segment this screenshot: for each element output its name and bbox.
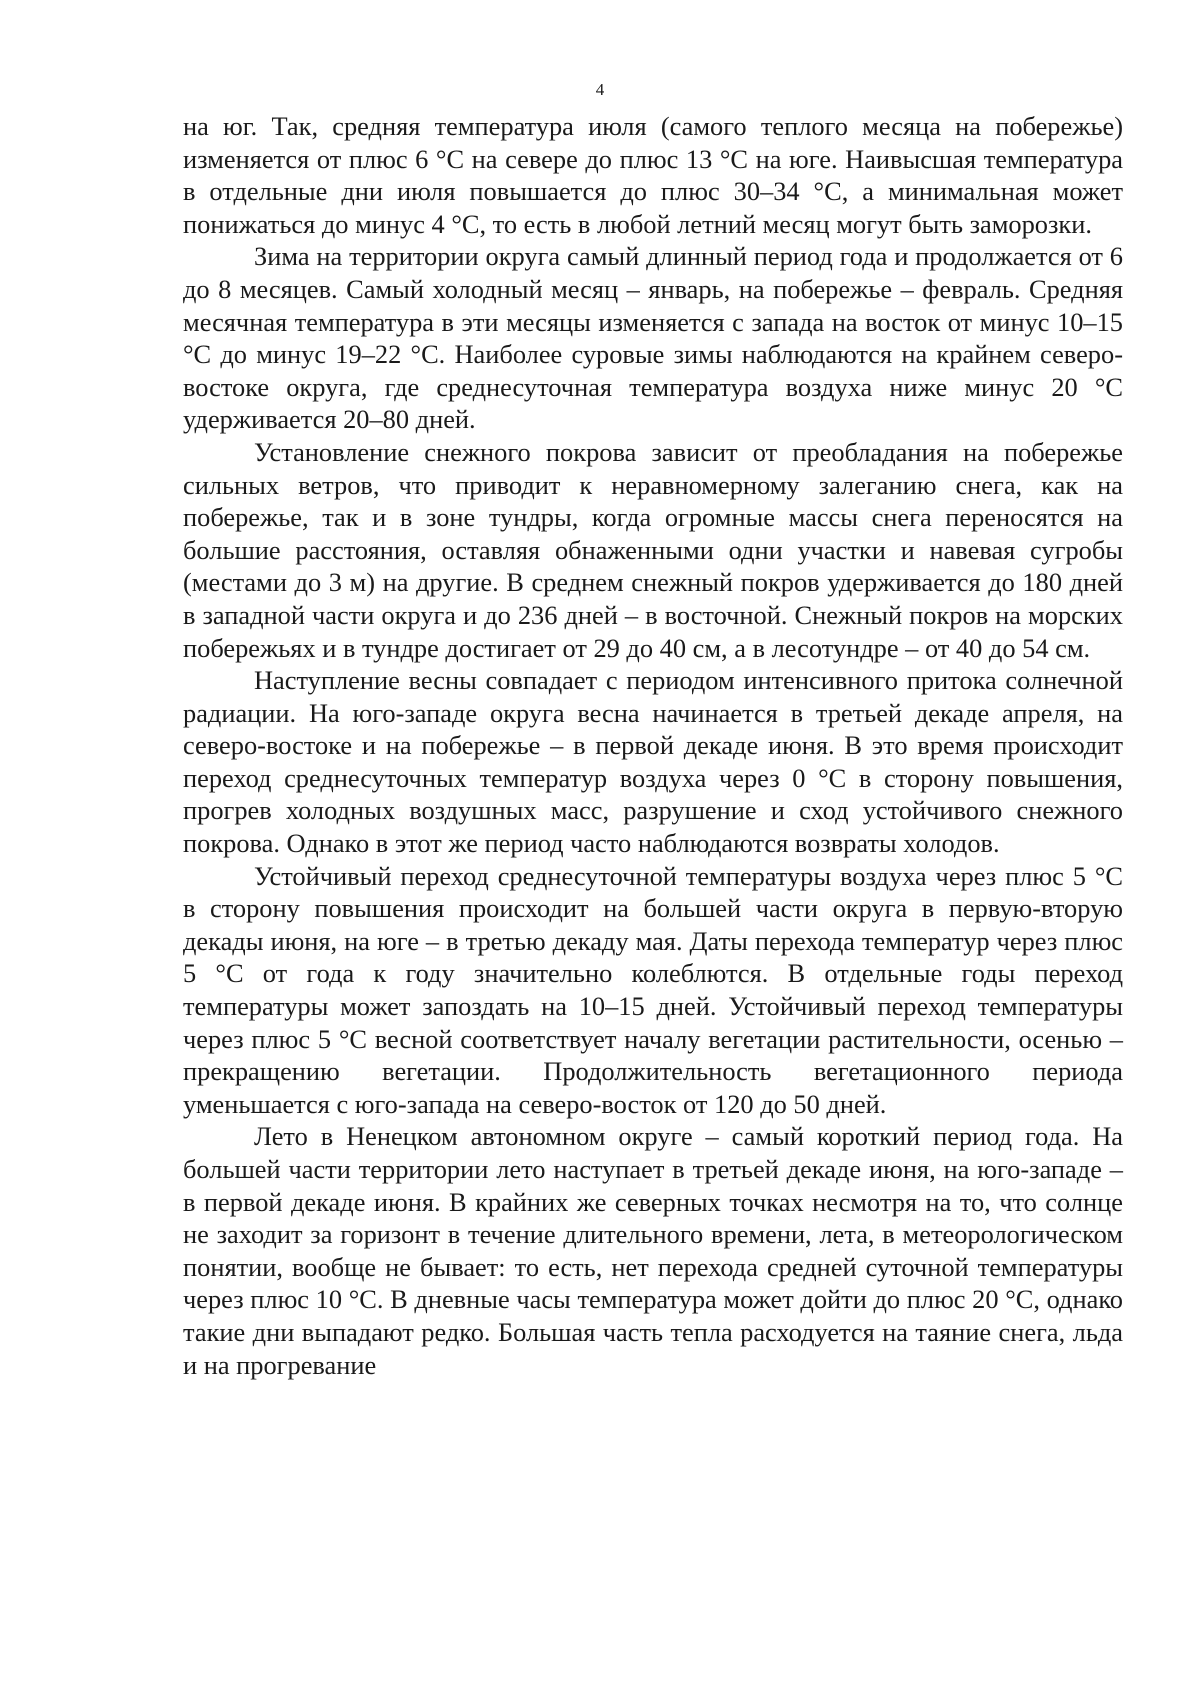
page-number: 4 — [595, 80, 605, 99]
paragraph-winter: Зима на территории округа самый длинный период года и продолжается от 6 до 8 месяцев. Самый холодный месяц – январь, на побережье – февраль. Средняя месячная температура в эти месяцы изменяется с запада на восток от минус 10–15 °C до минус 19–22 °C. Наиболее суровые зимы наблюдаются на крайнем северо-востоке округа, где среднесуточная температура воздуха ниже минус 20 °C удерживается 20–80 дней. — [183, 241, 1123, 435]
paragraph-temperature-transition: Устойчивый переход среднесуточной температуры воздуха через плюс 5 °C в сторону повышения происходит на большей части округа в первую-вторую декады июня, на юге – в третью декаду мая. Даты перехода температур через плюс 5 °C от года к году значительно колеблются. В отдельные годы переход температуры может запоздать на 10–15 дней. Устойчивый переход температуры через плюс 5 °C весной соответствует началу вегетации растительности, осенью – прекращению вегетации. Продолжительность вегетационного периода уменьшается с юго-запада на северо-восток от 120 до 50 дней. — [183, 860, 1123, 1119]
document-body — [183, 110, 1123, 1381]
paragraph-summer-temperatures: на юг. Так, средняя температура июля (самого теплого месяца на побережье) изменяется от плюс 6 °C на севере до плюс 13 °C на юге. Наивысшая температура в отдельные дни июля повышается до плюс 30–34 °C, а минимальная может понижаться до минус 4 °C, то есть в любой летний месяц могут быть заморозки. — [183, 111, 1123, 239]
paragraph-summer: Лето в Ненецком автономном округе – самый короткий период года. На большей части территории лето наступает в третьей декаде июня, на юго-западе – в первой декаде июня. В крайних же северных точках несмотря на то, что солнце не заходит за горизонт в течение длительного времени, лета, в метеорологическом понятии, вообще не бывает: то есть, нет перехода средней суточной температуры через плюс 10 °C. В дневные часы температура может дойти до плюс 20 °C, однако такие дни выпадают редко. Большая часть тепла расходуется на таяние снега, льда и на прогревание — [183, 1121, 1123, 1380]
paragraph-snow-cover: Установление снежного покрова зависит от преобладания на побережье сильных ветров, что приводит к неравномерному залеганию снега, как на побережье, так и в зоне тундры, когда огромные массы снега переносятся на большие расстояния, оставляя обнаженными одни участки и навевая сугробы (местами до 3 м) на другие. В среднем снежный покров удерживается до 180 дней в западной части округа и до 236 дней – в восточной. Снежный покров на морских побережьях и в тундре достигает от 29 до 40 см, а в лесотундре – от 40 до 54 см. — [183, 436, 1123, 663]
paragraph-spring: Наступление весны совпадает с периодом интенсивного притока солнечной радиации. На юго-западе округа весна начинается в третьей декаде апреля, на северо-востоке и на побережье – в первой декаде июня. В это время происходит переход среднесуточных температур воздуха через 0 °C в сторону повышения, прогрев холодных воздушных масс, разрушение и сход устойчивого снежного покрова. Однако в этот же период часто наблюдаются возвраты холодов. — [183, 665, 1123, 859]
